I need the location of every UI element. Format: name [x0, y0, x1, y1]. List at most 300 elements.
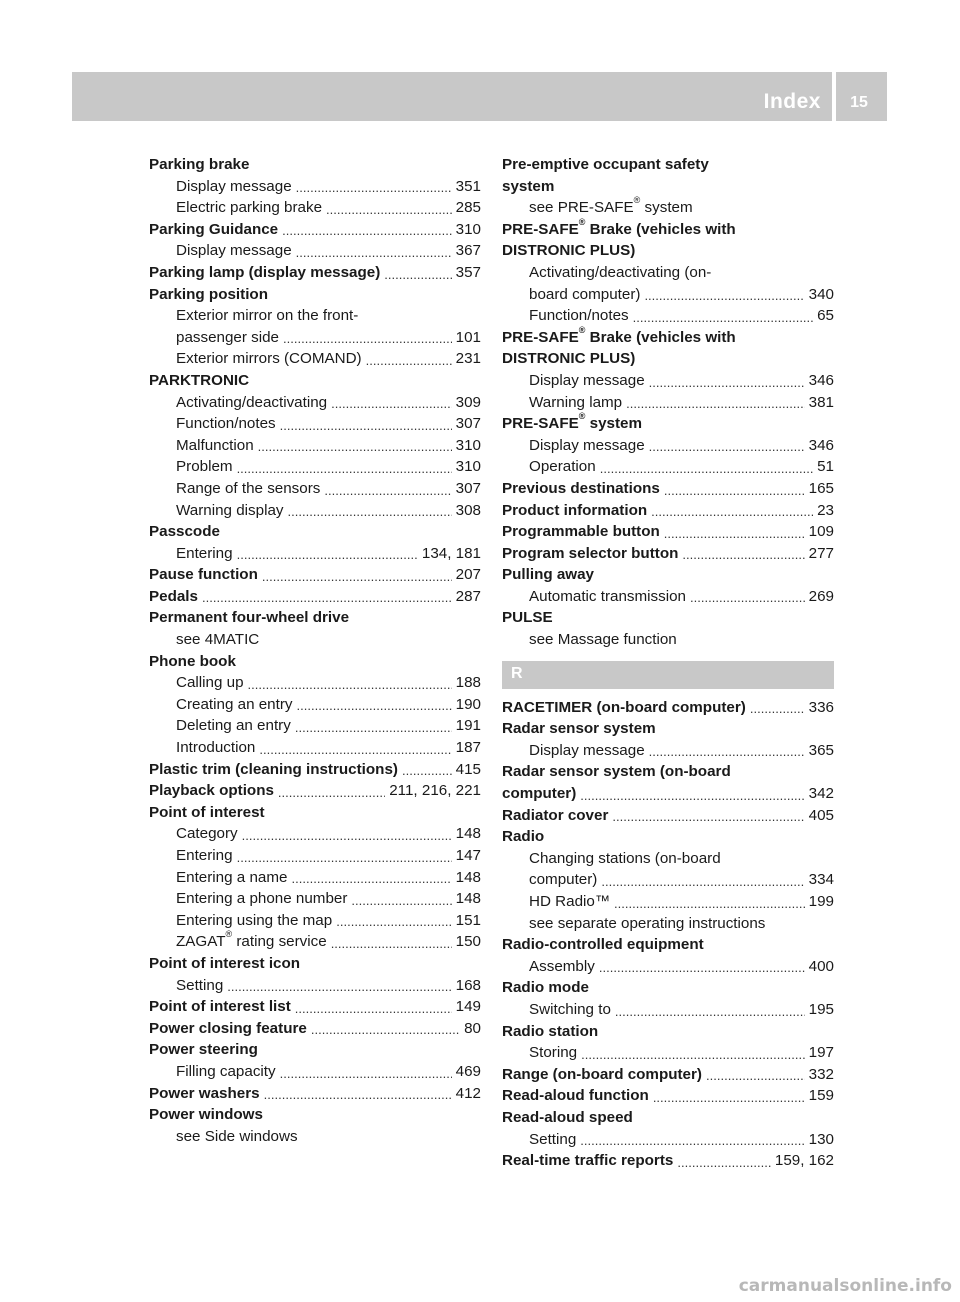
dot-leader [750, 704, 805, 714]
entry-label-text: Radio [502, 828, 545, 846]
page-reference: 346 [808, 436, 834, 454]
index-entry [149, 586, 481, 608]
dot-leader [664, 486, 805, 496]
dot-leader [682, 550, 804, 560]
index-entry [149, 975, 481, 997]
index-entry [149, 845, 481, 867]
entry-label-text: RACETIMER (on-board computer) [502, 698, 746, 716]
entry-label [176, 888, 347, 910]
page-reference: 332 [808, 1065, 834, 1083]
entry-label [529, 392, 622, 414]
entry-label [149, 521, 220, 543]
entry-label-text: Changing stations (on-board [529, 849, 721, 867]
entry-label [149, 802, 265, 824]
entry-label [502, 240, 635, 262]
entry-label [502, 761, 731, 783]
dot-leader [633, 313, 813, 323]
page-reference: 307 [455, 479, 481, 497]
entry-label-text: Automatic transmission [529, 587, 686, 605]
entry-label-text: Radiator cover [502, 806, 609, 824]
index-entry [502, 435, 834, 457]
dot-leader [615, 1007, 805, 1017]
entry-label [176, 694, 293, 716]
entry-label-text: Parking Guidance [149, 220, 279, 238]
entry-label [529, 629, 677, 651]
index-entry [502, 783, 834, 805]
index-entry [502, 348, 834, 370]
entry-label-text: Range of the sensors [176, 479, 321, 497]
entry-label [502, 348, 635, 370]
index-entry [149, 176, 481, 198]
entry-label-text: Function/notes [176, 415, 276, 433]
index-entry [502, 370, 834, 392]
entry-label-suffix: Brake (vehicles with [585, 220, 736, 238]
dot-leader [664, 529, 805, 539]
index-entry [502, 718, 834, 740]
dot-leader [580, 791, 804, 801]
page-reference: 65 [817, 307, 834, 325]
entry-label [502, 1107, 633, 1129]
dot-leader [258, 442, 452, 452]
entry-label-text: Power washers [149, 1084, 260, 1102]
entry-label [176, 348, 362, 370]
entry-label [529, 1042, 577, 1064]
entry-label-text: Exterior mirror on the front- [176, 307, 359, 325]
index-entry [502, 543, 834, 565]
dot-leader [677, 1158, 771, 1168]
index-entry [502, 761, 834, 783]
entry-label [502, 826, 544, 848]
page-reference: 415 [455, 760, 481, 778]
header-bar [72, 72, 887, 121]
page-reference: 151 [455, 911, 481, 929]
entry-label [149, 262, 380, 284]
entry-label [502, 805, 608, 827]
entry-label-text: Entering [176, 544, 233, 562]
entry-label [176, 543, 233, 565]
entry-label [149, 1104, 263, 1126]
dot-leader [366, 356, 452, 366]
index-entry [502, 154, 834, 176]
entry-label-text: computer) [529, 871, 598, 889]
entry-label [149, 953, 300, 975]
page-reference: 80 [464, 1019, 481, 1037]
index-entry [149, 629, 481, 651]
entry-label [529, 740, 645, 762]
index-entry [502, 607, 834, 629]
page-reference: 310 [455, 220, 481, 238]
entry-label [176, 478, 320, 500]
entry-label [176, 867, 287, 889]
entry-label [176, 715, 291, 737]
page-reference: 336 [808, 698, 834, 716]
entry-label-text: Product information [502, 501, 648, 519]
entry-label-text: see Side windows [176, 1127, 298, 1145]
entry-label-text: Display message [529, 436, 645, 454]
index-entry [502, 956, 834, 978]
entry-label [176, 823, 238, 845]
entry-label-text: board computer) [529, 285, 641, 303]
entry-label-text: Point of interest [149, 803, 265, 821]
entry-label [502, 1021, 598, 1043]
page-reference: 357 [455, 263, 481, 281]
entry-label [529, 435, 645, 457]
entry-label [176, 845, 233, 867]
entry-label-text: system [502, 177, 555, 195]
entry-label-text: PRE-SAFE [502, 328, 579, 346]
index-entry [502, 456, 834, 478]
index-entry [149, 435, 481, 457]
index-entry [502, 216, 834, 241]
dot-leader [644, 291, 804, 301]
entry-label [149, 607, 349, 629]
page-reference: 365 [808, 741, 834, 759]
page-reference: 211, 216, 221 [389, 782, 481, 800]
page-reference: 285 [455, 199, 481, 217]
entry-label-text: ZAGAT [176, 933, 226, 951]
index-entry [149, 867, 481, 889]
dot-leader [202, 593, 452, 603]
page-reference: 199 [808, 893, 834, 910]
dot-leader [601, 877, 804, 887]
entry-label-text: Warning display [176, 501, 284, 519]
entry-label-text: Radio station [502, 1022, 599, 1040]
dot-leader [331, 939, 452, 949]
dot-leader [612, 812, 804, 822]
index-entry [502, 176, 834, 198]
index-entry [149, 1083, 481, 1105]
index-entry [149, 154, 481, 176]
entry-label-text: Operation [529, 458, 596, 476]
entry-label-text: Display message [176, 177, 292, 195]
entry-label [502, 413, 642, 435]
index-entry [149, 500, 481, 522]
page-reference: 197 [808, 1044, 834, 1062]
entry-label-text: Read-aloud speed [502, 1108, 633, 1126]
entry-label-text: Function/notes [529, 307, 629, 325]
entry-label-text: PARKTRONIC [149, 371, 250, 389]
dot-leader [706, 1071, 805, 1081]
dot-leader [291, 874, 451, 884]
page-reference: 310 [455, 436, 481, 454]
dot-leader [402, 766, 452, 776]
index-entry [149, 327, 481, 349]
index-entry [149, 802, 481, 824]
page-reference: 231 [455, 350, 481, 368]
dot-leader [581, 1050, 805, 1060]
entry-label-text: Display message [529, 741, 645, 759]
dot-leader [295, 723, 452, 733]
page-reference: 130 [808, 1130, 834, 1148]
page-reference: 287 [455, 587, 481, 605]
index-entry [149, 694, 481, 716]
page-reference: 334 [808, 871, 834, 889]
page-reference: 109 [808, 523, 834, 541]
entry-label [149, 651, 236, 673]
page-reference: 412 [455, 1084, 481, 1102]
index-entry [502, 564, 834, 586]
entry-label [529, 913, 765, 935]
page-reference: 351 [455, 177, 481, 195]
entry-label-text: Entering [176, 847, 233, 864]
entry-label-text: Plastic trim (cleaning instructions) [149, 760, 398, 778]
dot-leader [651, 507, 813, 517]
entry-label-text: Radar sensor system [502, 720, 656, 738]
index-entry [149, 305, 481, 327]
page-reference: 159 [808, 1087, 834, 1105]
dot-leader [649, 442, 805, 452]
dot-leader [324, 486, 451, 496]
dot-leader [248, 680, 452, 690]
page-reference: 310 [455, 458, 481, 476]
dot-leader [278, 788, 385, 798]
entry-label-text: DISTRONIC PLUS) [502, 242, 636, 260]
entry-label-text: Read-aloud function [502, 1087, 649, 1105]
entry-label [502, 521, 660, 543]
index-entry [149, 521, 481, 543]
index-entry [149, 392, 481, 414]
index-entry [149, 478, 481, 500]
index-entry [502, 197, 834, 219]
page-reference: 307 [455, 415, 481, 433]
entry-label-text: Electric parking brake [176, 199, 323, 217]
entry-label-text: Malfunction [176, 436, 254, 454]
index-entry [149, 197, 481, 219]
entry-label [149, 284, 268, 306]
entry-label [176, 305, 358, 327]
index-entry [502, 1042, 834, 1064]
registered-mark: ® [578, 216, 586, 227]
page-reference: 400 [808, 957, 834, 975]
dot-leader [649, 378, 805, 388]
entry-label-text: Calling up [176, 674, 244, 692]
entry-label-text: Power closing feature [149, 1019, 307, 1037]
index-entry [502, 1021, 834, 1043]
dot-leader [237, 853, 452, 863]
page-reference: 309 [455, 393, 481, 411]
index-entry [502, 413, 834, 435]
index-entry [502, 500, 834, 522]
dot-leader [297, 701, 452, 711]
index-entry [149, 672, 481, 694]
watermark: carmanualsonline.info [738, 1276, 952, 1296]
page-reference: 340 [808, 285, 834, 303]
entry-label [502, 718, 656, 740]
page-reference: 148 [455, 890, 481, 908]
entry-label-text: Parking position [149, 285, 268, 303]
index-entry [502, 324, 834, 349]
entry-label-text: computer) [502, 785, 577, 803]
entry-label-text: Setting [529, 1130, 577, 1148]
entry-label-text: Pre-emptive occupant safety [502, 156, 709, 173]
index-entry [149, 759, 481, 781]
entry-label-text: see 4MATIC [176, 631, 260, 649]
entry-label [502, 543, 678, 565]
index-entry [502, 740, 834, 762]
index-entry [149, 284, 481, 306]
index-entry [502, 934, 834, 956]
page-reference: 150 [455, 933, 481, 951]
index-entry [502, 869, 834, 891]
index-entry [502, 826, 834, 848]
entry-label [149, 1039, 258, 1061]
page-number: 15 [850, 94, 868, 111]
entry-label-text: Programmable button [502, 523, 660, 541]
page-reference: 147 [455, 847, 481, 864]
dot-leader [295, 1004, 452, 1014]
entry-label-text: Previous destinations [502, 479, 660, 497]
dot-leader [296, 248, 452, 258]
dot-leader [259, 745, 451, 755]
entry-label [176, 910, 332, 932]
entry-label [502, 176, 554, 198]
index-entry [149, 564, 481, 586]
entry-label-text: Parking lamp (display message) [149, 263, 381, 281]
entry-label-text: Power windows [149, 1106, 263, 1124]
dot-leader [600, 464, 813, 474]
index-entry [149, 931, 481, 953]
entry-label-text: Pause function [149, 566, 258, 584]
index-entry [502, 1064, 834, 1086]
dot-leader [296, 183, 452, 193]
entry-label [529, 848, 721, 870]
index-entry [502, 999, 834, 1021]
index-entry [149, 1061, 481, 1083]
entry-label-text: passenger side [176, 328, 280, 346]
entry-label-text: Setting [176, 976, 224, 994]
page-reference: 269 [808, 587, 834, 605]
index-entry [502, 1107, 834, 1129]
entry-label-text: Activating/deactivating [176, 393, 328, 411]
index-entry [149, 456, 481, 478]
entry-label-text: PULSE [502, 609, 553, 627]
entry-label [502, 1085, 649, 1107]
dot-leader [287, 507, 451, 517]
dot-leader [384, 270, 451, 280]
entry-label-text: Switching to [529, 1000, 611, 1018]
entry-label-text: Activating/deactivating (on- [529, 263, 712, 281]
entry-label-text: HD Radio™ [529, 893, 611, 910]
entry-label-text: Radio-controlled equipment [502, 936, 704, 954]
entry-label-text: Point of interest icon [149, 954, 301, 972]
index-entry [502, 1129, 834, 1151]
dot-leader [599, 963, 805, 973]
page-reference: 148 [455, 825, 481, 843]
dot-leader [580, 1136, 804, 1146]
index-entry [149, 996, 481, 1018]
index-entry [502, 284, 834, 306]
index-entry [149, 780, 481, 802]
index-entry [149, 240, 481, 262]
index-entry [502, 262, 834, 284]
entry-label [149, 564, 258, 586]
registered-mark: ® [633, 195, 641, 206]
page-reference: 346 [808, 371, 834, 389]
section-header [502, 661, 834, 689]
index-column-left [149, 154, 481, 1147]
dot-leader [283, 334, 452, 344]
dot-leader [262, 572, 452, 582]
page-reference: 191 [455, 717, 481, 735]
dot-leader [690, 593, 805, 603]
index-entry [502, 891, 834, 913]
entry-label-text: Entering using the map [176, 911, 333, 929]
entry-label-text: PRE-SAFE [502, 220, 579, 238]
entry-label-text: Permanent four-wheel drive [149, 609, 350, 627]
dot-leader [242, 831, 452, 841]
entry-label [502, 977, 589, 999]
entry-label [176, 931, 327, 953]
entry-label-suffix: system [585, 415, 643, 433]
entry-label [529, 956, 595, 978]
entry-label [176, 672, 244, 694]
entry-label-text: Radar sensor system (on-board [502, 763, 731, 781]
entry-label [529, 197, 693, 219]
index-entry [149, 823, 481, 845]
registered-mark: ® [225, 929, 233, 940]
entry-label [529, 891, 610, 913]
entry-label-text: Category [176, 825, 238, 843]
dot-leader [331, 399, 452, 409]
entry-label-text: Point of interest list [149, 998, 291, 1016]
index-entry [502, 848, 834, 870]
entry-label-text: Storing [529, 1044, 578, 1062]
page-reference: 188 [455, 674, 481, 692]
entry-label-text: Creating an entry [176, 695, 293, 713]
dot-leader [626, 399, 805, 409]
dot-leader [336, 917, 451, 927]
page-reference: 381 [808, 393, 834, 411]
entry-label-text: see separate operating instructions [529, 914, 766, 932]
index-entry [502, 697, 834, 719]
index-entry [502, 805, 834, 827]
index-entry [149, 737, 481, 759]
page-reference: 195 [808, 1000, 834, 1018]
dot-leader [282, 226, 452, 236]
entry-label [529, 999, 611, 1021]
entry-label [502, 500, 647, 522]
page-reference: 149 [455, 998, 481, 1016]
index-entry [149, 1018, 481, 1040]
page-reference: 134, 181 [421, 544, 481, 562]
entry-label [502, 1064, 702, 1086]
entry-label [176, 392, 327, 414]
entry-label-suffix: system [640, 199, 693, 217]
entry-label [176, 413, 276, 435]
entry-label [176, 629, 259, 651]
index-entry [502, 629, 834, 651]
entry-label-text: Radio mode [502, 979, 589, 997]
entry-label [176, 435, 254, 457]
page-reference: 342 [808, 785, 834, 803]
entry-label [502, 478, 660, 500]
entry-label [529, 869, 597, 891]
page-reference: 469 [455, 1062, 481, 1080]
entry-label-text: Phone book [149, 652, 236, 670]
dot-leader [653, 1093, 805, 1103]
entry-label [529, 284, 640, 306]
index-entry [149, 219, 481, 241]
entry-label [502, 607, 553, 629]
entry-label-text: Entering a name [176, 868, 288, 886]
entry-label-text: Program selector button [502, 544, 679, 562]
index-column-right [502, 154, 834, 1172]
index-entry [502, 913, 834, 935]
entry-label [502, 216, 736, 241]
entry-label-text: Pulling away [502, 566, 594, 584]
entry-label-text: Exterior mirrors (COMAND) [176, 350, 362, 368]
entry-label [502, 783, 576, 805]
